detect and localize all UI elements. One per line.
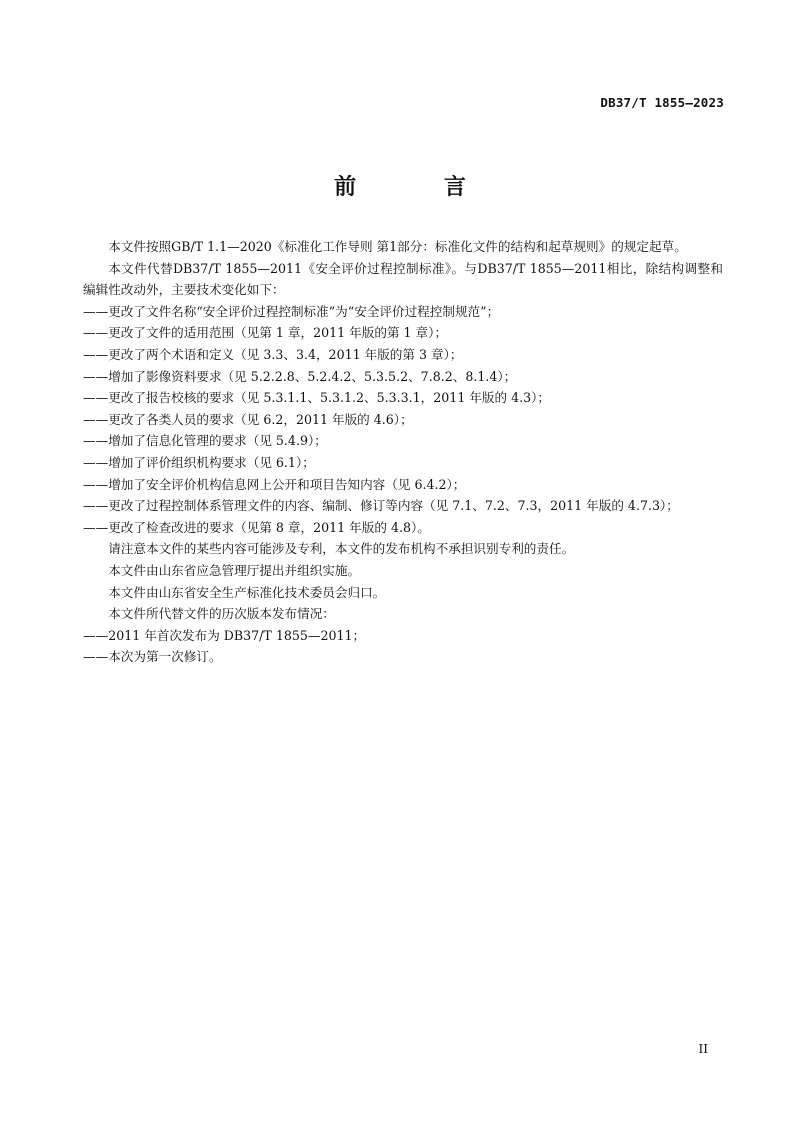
list-item: ——更改了检查改进的要求（见第 8 章，2011 年版的 4.8）。	[83, 519, 430, 535]
list-item: ——增加了安全评价机构信息网上公开和项目告知内容（见 6.4.2）；	[83, 476, 466, 492]
list-item: ——增加了信息化管理的要求（见 5.4.9）；	[83, 433, 327, 449]
list-item: ——更改了文件名称“安全评价过程控制标准”为“安全评价过程控制规范”；	[83, 303, 500, 319]
list-item: ——更改了两个术语和定义（见 3.3、3.4，2011 年版的第 3 章）；	[83, 346, 463, 362]
list-item: ——更改了文件的适用范围（见第 1 章，2011 年版的第 1 章）；	[83, 325, 448, 341]
list-item: ——本次为第一次修订。	[83, 649, 222, 665]
list-item: ——2011 年首次发布为 DB37/T 1855—2011；	[83, 627, 366, 643]
note-committee: 本文件由山东省安全生产标准化技术委员会归口。	[108, 584, 386, 600]
note-proposer: 本文件由山东省应急管理厅提出并组织实施。	[108, 562, 361, 578]
history-list	[83, 625, 723, 668]
document-id: DB37/T 1855—2023	[600, 95, 724, 110]
list-item: ——更改了过程控制体系管理文件的内容、编制、修订等内容（见 7.1、7.2、7.3，2011 年版的 4.7.3）；	[83, 498, 679, 514]
paragraph-replacement: 本文件代替DB37/T 1855—2011《安全评价过程控制标准》。与DB37/T 1855—2011相比，除结构调整和编辑性改动外，主要技术变化如下：	[83, 260, 723, 298]
note-patent: 请注意本文件的某些内容可能涉及专利，本文件的发布机构不承担识别专利的责任。	[108, 541, 575, 557]
list-item: ——增加了影像资料要求（见 5.2.2.8、5.2.4.2、5.3.5.2、7.8.2、8.1.4）；	[83, 368, 517, 384]
paragraph-drafting-rules: 本文件按照GB/T 1.1—2020《标准化工作导则 第1部分：标准化文件的结构和起草规则》的规定起草。	[108, 239, 687, 254]
foreword-body	[83, 236, 723, 668]
page-number: II	[698, 1042, 708, 1056]
page-title: 前 言	[334, 175, 506, 200]
list-item: ——更改了报告校核的要求（见 5.3.1.1、5.3.1.2、5.3.3.1，2011 年版的 4.3）；	[83, 390, 551, 406]
changes-list	[83, 301, 723, 539]
list-item: ——更改了各类人员的要求（见 6.2，2011 年版的 4.6）；	[83, 411, 413, 427]
list-item: ——增加了评价组织机构要求（见 6.1）；	[83, 454, 315, 470]
note-history-intro: 本文件所代替文件的历次版本发布情况：	[108, 606, 335, 622]
